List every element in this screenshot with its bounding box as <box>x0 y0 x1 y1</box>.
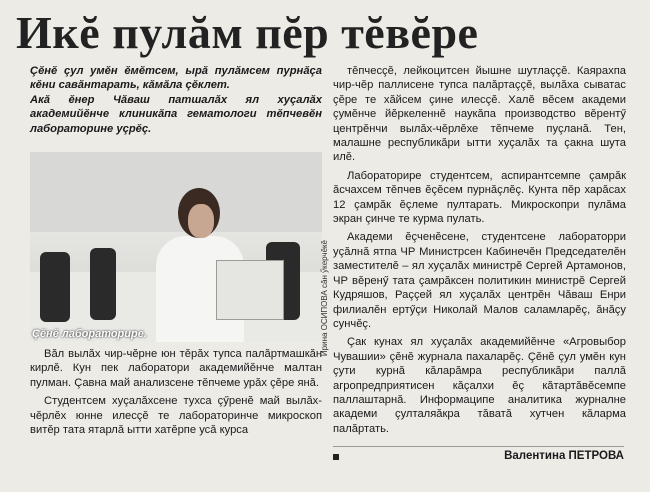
photo-wall <box>30 152 322 232</box>
headline: Икĕ пулăм пĕр тĕвĕре <box>16 7 479 58</box>
end-mark-icon <box>333 454 339 460</box>
body-paragraph: тĕпчесçĕ, лейкоцитсен йышне шутлаççĕ. Каярахпа чир-чĕр паллисене тупса палăртаççĕ, вылăха сыватас çĕре те хăйсем çине илесçĕ. Халĕ вĕсем академи çумĕнче йĕркеленнĕ наукăпа производство вĕрентӳ центрĕнчи вылăх-чĕрлĕхе тĕпчеме пуçланă. Тен, малашне республикăри ытти хуçалăх та çакна шута илĕ. <box>333 65 626 164</box>
lead-paragraph: Акă ĕнер Чăваш патшалăх ял хуçалăх академийĕнче клиникăпа гематологи тĕпчевĕн лабораторине уçрĕç. <box>30 93 322 135</box>
lead-block <box>30 64 322 136</box>
photo-caption: Çĕнĕ лабораторире. <box>32 328 147 340</box>
body-paragraph: Вăл вылăх чир-чĕрне юн тĕрăх тупса палăртмашкăн кирлĕ. Кун пек лаборатори академийĕнче малтан пулман. Çавна май анализсене тĕпчеме урăх çĕре янă. <box>30 348 322 389</box>
body-paragraph: Лабораторире студентсем, аспирантсемпе çамрăк ăсчахсем тĕпчев ĕçĕсем пурнăçлĕç. Кунта пĕр харăсах 12 çамрăк ĕçлеме пултарать. Микроскопри пулăма экран çинче те курма пулать. <box>333 169 626 226</box>
person-face <box>188 204 214 238</box>
body-right-column <box>333 64 626 440</box>
author-signature: Валентина ПЕТРОВА <box>504 450 624 462</box>
photo-credit: Ирина ОСИПОВА сăн ӳкерчĕкĕ <box>320 240 329 357</box>
body-paragraph: Студентсем хуçалăхсене тухса çӳренĕ май вылăх-чĕрлĕх юнне илесçĕ те лабораторинче микроскоп витĕр тата ятарлă ытти хатĕрпе усă курса <box>30 395 322 437</box>
lab-photo <box>30 152 329 357</box>
microscope-icon <box>40 252 70 322</box>
lab-box <box>216 260 284 320</box>
lead-paragraphs <box>30 64 322 136</box>
microscope-icon <box>90 248 116 320</box>
body-left-column <box>30 347 322 441</box>
body-paragraph: Çак кунах ял хуçалăх академийĕнче «Агровыбор Чувашии» çĕнĕ журнала пахаларĕç. Çĕнĕ çул умĕн кун çути курнă кăларăмра республикăри паллă агропредприятисен кăçалхи ĕç кăтартăвĕсемпе паллаштарнă. Информаципе аналитика журналне академи çулталяăкра тăватă хутчен кăларма палăртать. <box>333 336 626 435</box>
signature-rule <box>333 446 624 447</box>
body-paragraph: Академи ĕçченĕсене, студентсене лабораторри уçăлнă ятпа ЧР Министрсен Кабинечĕн Председателĕн заместителĕ – ял хуçалăх министрĕ Сергей Артамонов, ЧР вĕренӳ тата çамрăксен политикин министрĕ Сергей Кудряшов, Раççей ял хуçалăх центрĕн Чăваш Енри филиалĕн ертӳçи Николай Малов саламларĕç, ăнăçу сунчĕç. <box>333 231 626 330</box>
lead-paragraph: Çĕнĕ çул умĕн ĕмĕтсем, ырă пулăмсем пурнăçа кĕни савăнтарать, кăмăла çĕклет. <box>30 65 322 92</box>
